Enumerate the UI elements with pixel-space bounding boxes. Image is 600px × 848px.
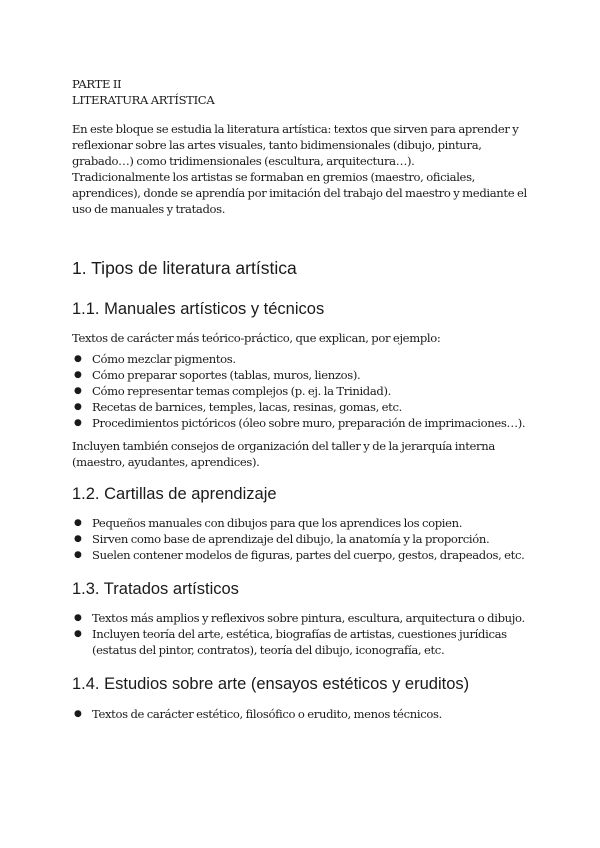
section-1-1-after: Incluyen también consejos de organización del taller y de la jerarquía interna (maestro, ayudantes, aprendices). — [72, 439, 495, 469]
list-item: ● Procedimientos pictóricos (óleo sobre muro, preparación de imprimaciones…). — [74, 416, 526, 430]
bullet-icon: ● — [74, 518, 82, 528]
bullet-icon: ● — [74, 613, 82, 623]
bullet-icon: ● — [74, 550, 82, 560]
list-item: ● Incluyen teoría del arte, estética, biografías de artistas, cuestiones jurídicas (estatus del pintor, contratos), teoría del dibujo, iconografía, etc. — [74, 627, 507, 657]
part-title: LITERATURA ARTÍSTICA — [72, 93, 215, 107]
list-item: ● Cómo representar temas complejos (p. ej. la Trinidad). — [74, 384, 392, 398]
bullet-icon: ● — [74, 534, 82, 544]
section-1-4-list — [72, 706, 542, 722]
bullet-icon: ● — [74, 402, 82, 412]
intro-paragraph-1: En este bloque se estudia la literatura artística: textos que sirven para aprender y reflexionar sobre las artes visuales, tanto bidimensionales (dibujo, pintura, grabado…) como tridimensionales (escultura, arquitectura…). — [72, 122, 519, 168]
section-1-3-heading: 1.3. Tratados artísticos — [72, 580, 239, 598]
bullet-icon: ● — [74, 418, 82, 428]
bullet-icon: ● — [74, 629, 82, 639]
list-item: ● Cómo preparar soportes (tablas, muros, lienzos). — [74, 368, 361, 382]
list-item: ● Textos de carácter estético, filosófico o erudito, menos técnicos. — [74, 707, 442, 721]
list-item: ● Sirven como base de aprendizaje del dibujo, la anatomía y la proporción. — [74, 532, 490, 546]
section-1-heading: 1. Tipos de literatura artística — [72, 258, 297, 278]
part-heading — [72, 76, 542, 108]
bullet-icon: ● — [74, 354, 82, 364]
section-1-3-list — [72, 610, 542, 658]
section-1-4-heading: 1.4. Estudios sobre arte (ensayos estéticos y eruditos) — [72, 675, 470, 693]
section-1-1-heading: 1.1. Manuales artísticos y técnicos — [72, 300, 325, 318]
section-1-1-list — [72, 351, 542, 431]
section-1-1-lead: Textos de carácter más teórico-práctico, que explican, por ejemplo: — [72, 331, 441, 345]
list-item: ● Textos más amplios y reflexivos sobre pintura, escultura, arquitectura o dibujo. — [74, 611, 525, 625]
list-item: ● Pequeños manuales con dibujos para que los aprendices los copien. — [74, 516, 463, 530]
section-1-2-list — [72, 515, 542, 563]
bullet-icon: ● — [74, 370, 82, 380]
list-item: ● Recetas de barnices, temples, lacas, resinas, gomas, etc. — [74, 400, 402, 414]
part-number: PARTE II — [72, 77, 122, 91]
list-item: ● Cómo mezclar pigmentos. — [74, 352, 236, 366]
intro-block — [72, 121, 542, 217]
list-item: ● Suelen contener modelos de figuras, partes del cuerpo, gestos, drapeados, etc. — [74, 548, 525, 562]
section-1-2-heading: 1.2. Cartillas de aprendizaje — [72, 485, 277, 503]
document-page — [72, 76, 542, 722]
bullet-icon: ● — [74, 709, 82, 719]
intro-paragraph-2: Tradicionalmente los artistas se formaban en gremios (maestro, oficiales, aprendices), donde se aprendía por imitación del trabajo del maestro y mediante el uso de manuales y tratados. — [72, 170, 527, 216]
bullet-icon: ● — [74, 386, 82, 396]
